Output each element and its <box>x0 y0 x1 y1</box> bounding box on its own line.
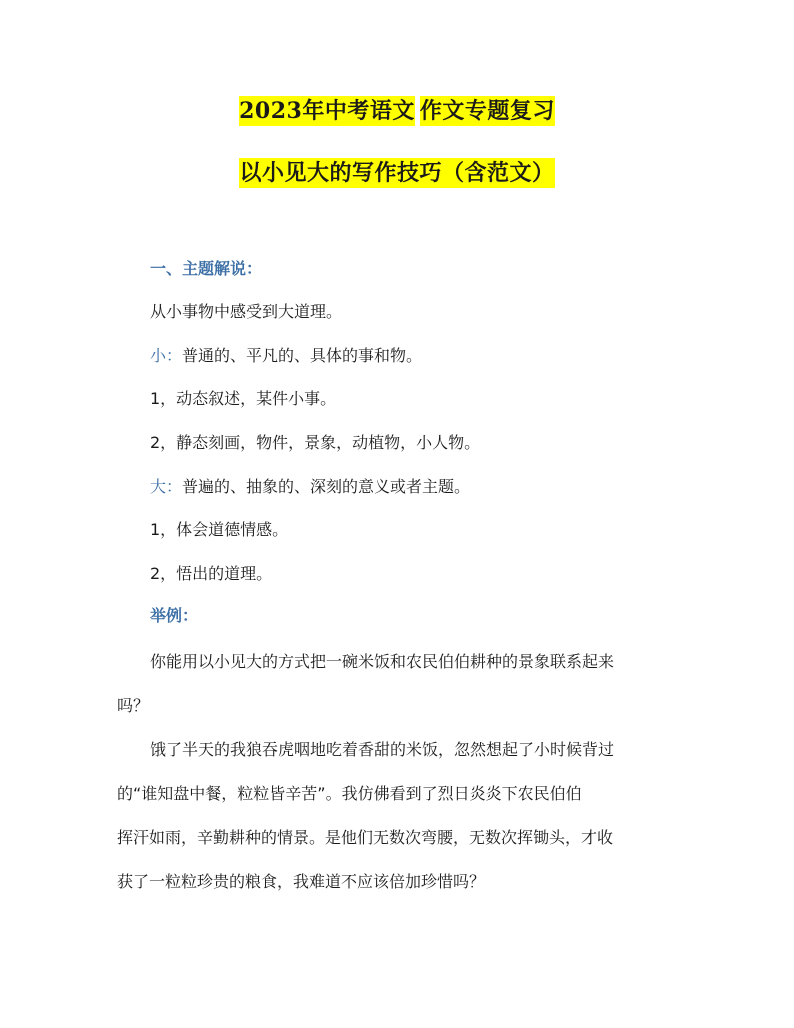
theme-heading: 一、主题解说： <box>150 259 263 278</box>
title-topic: 作文专题复习 <box>419 98 555 124</box>
big-description: 普遍的、抽象的、深刻的意义或者主题。 <box>182 477 471 496</box>
example-answer-line-1: 饿了半天的我狼吞虎咽地吃着香甜的米饭，忽然想起了小时候背过 <box>150 740 615 759</box>
example-answer-line-2: 的“谁知盘中餐，粒粒皆辛苦”。我仿佛看到了烈日炎炎下农民伯伯 <box>117 784 582 803</box>
example-question-line-1: 你能用以小见大的方式把一碗米饭和农民伯伯耕种的景象联系起来 <box>150 652 615 671</box>
big-item-1: 1，体会道德情感。 <box>150 520 289 539</box>
title-year-subject: 2023年中考语文 <box>239 98 415 124</box>
example-heading: 举例： <box>150 606 199 625</box>
small-description: 普通的、平凡的、具体的事和物。 <box>182 346 423 365</box>
document-title <box>0 96 794 126</box>
subtitle-text: 以小见大的写作技巧（含范文） <box>239 160 555 186</box>
big-item-2: 2，悟出的道理。 <box>150 564 273 583</box>
theme-summary: 从小事物中感受到大道理。 <box>150 302 343 321</box>
small-item-1: 1，动态叙述，某件小事。 <box>150 389 337 408</box>
example-answer-line-4: 获了一粒粒珍贵的粮食，我难道不应该倍加珍惜吗？ <box>117 872 486 891</box>
big-definition <box>150 476 470 498</box>
example-answer-line-3: 挥汗如雨，辛勤耕种的情景。是他们无数次弯腰，无数次挥锄头，才收 <box>117 828 614 847</box>
big-label: 大： <box>150 477 183 496</box>
example-question-line-2: 吗？ <box>117 696 150 715</box>
small-item-2: 2，静态刻画，物件，景象，动植物，小人物。 <box>150 433 481 452</box>
small-label: 小： <box>150 346 183 365</box>
small-definition <box>150 345 422 367</box>
document-subtitle <box>0 158 794 188</box>
